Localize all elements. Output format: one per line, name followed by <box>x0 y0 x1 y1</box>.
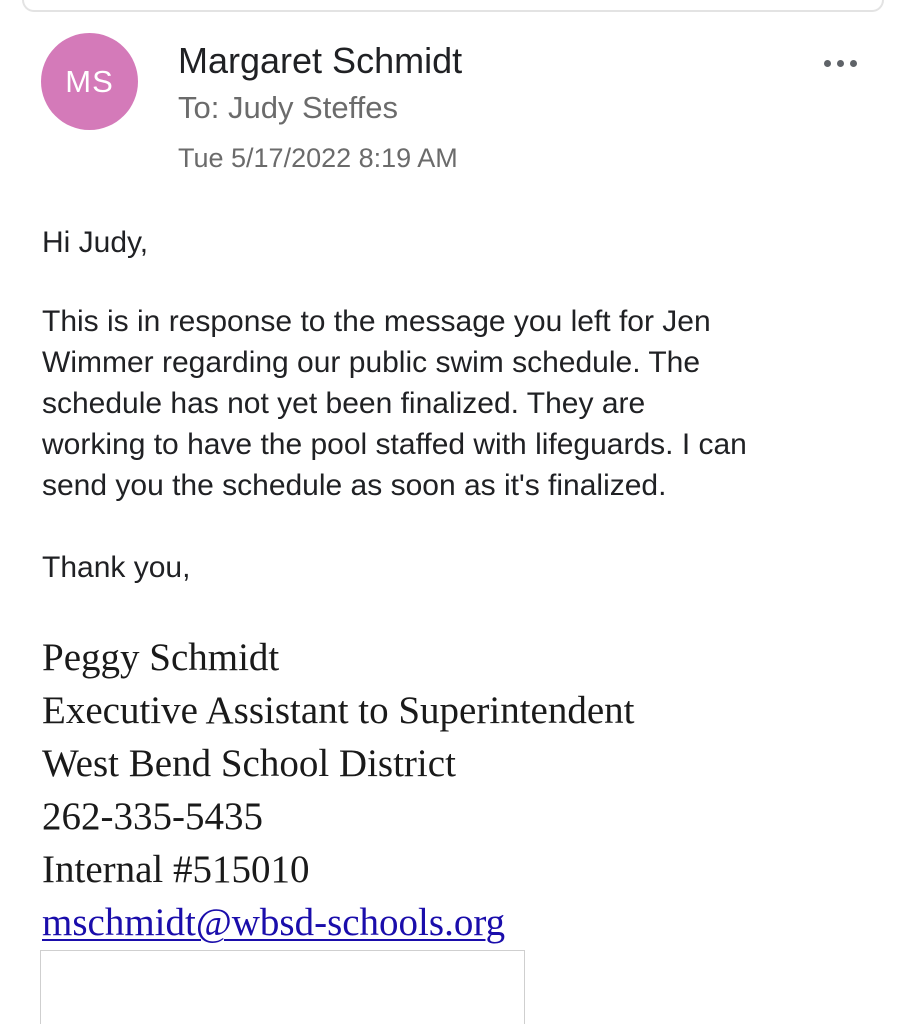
signature-title: Executive Assistant to Superintendent <box>42 689 635 732</box>
signature-image-placeholder <box>40 950 525 1024</box>
more-horizontal-icon <box>850 60 857 67</box>
more-horizontal-icon <box>824 60 831 67</box>
more-horizontal-icon <box>837 60 844 67</box>
message-paragraph <box>42 301 747 506</box>
sender-name[interactable]: Margaret Schmidt <box>178 40 463 81</box>
signature-organization: West Bend School District <box>42 742 456 785</box>
sender-avatar[interactable] <box>41 33 138 130</box>
signature-name: Peggy Schmidt <box>42 636 280 679</box>
paragraph-line: Wimmer regarding our public swim schedule. The <box>42 346 701 379</box>
recipient-line[interactable]: To: Judy Steffes <box>178 90 398 125</box>
more-options-button[interactable] <box>814 48 866 78</box>
signature-internal-extension: Internal #515010 <box>42 848 310 891</box>
paragraph-line: send you the schedule as soon as it's finalized. <box>42 469 667 502</box>
message-closing: Thank you, <box>42 551 191 584</box>
previous-message-card-edge <box>22 0 884 12</box>
message-greeting: Hi Judy, <box>42 226 149 259</box>
paragraph-line: schedule has not yet been finalized. They are <box>42 387 646 420</box>
paragraph-line: This is in response to the message you left for Jen <box>42 305 711 338</box>
avatar-initials: MS <box>65 63 114 99</box>
email-signature <box>42 631 634 949</box>
signature-phone[interactable]: 262-335-5435 <box>42 795 263 838</box>
paragraph-line: working to have the pool staffed with lifeguards. I can <box>42 428 747 461</box>
message-datetime: Tue 5/17/2022 8:19 AM <box>178 143 458 173</box>
signature-email-link[interactable]: mschmidt@wbsd-schools.org <box>42 901 506 944</box>
